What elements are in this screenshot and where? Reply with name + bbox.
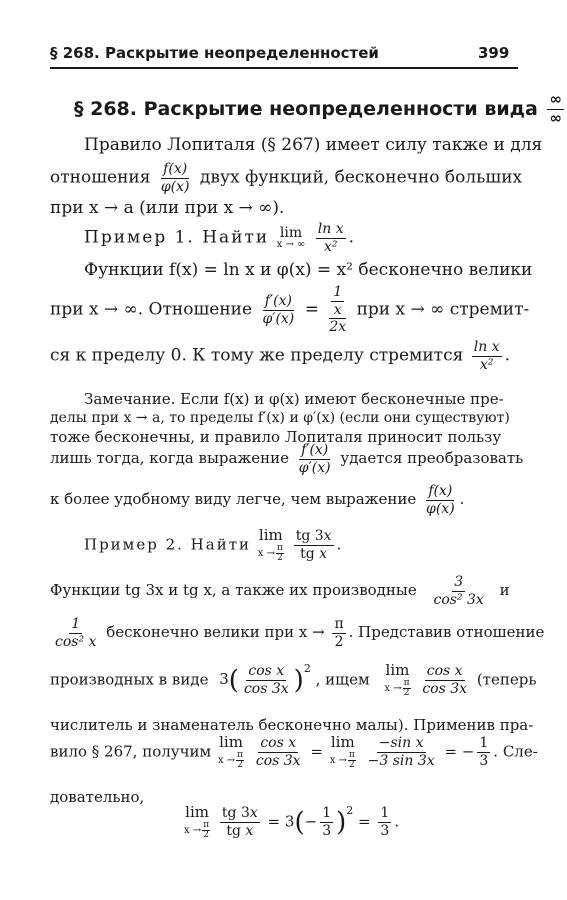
p3-line-2: $\frac{1}{\text{cos² x}}$ бесконечно велики при x → $\frac{\pi}{2}$ . Представив отношение — [55, 616, 545, 650]
example-1: Пример 1. Найти lim x → ∞ $\frac{\text{ln x}}{\text{x²}}$ . — [84, 221, 355, 255]
page-number: 399 — [478, 44, 510, 62]
p1-line-3: при x → a (или при x → ∞). — [50, 198, 285, 218]
remark-line-1: Замечание. Если f(x) и φ(x) имеют бесконечные пре- — [84, 390, 504, 408]
remark-line-4: лишь тогда, когда выражение $\frac{f'(x)}{\varphi'(x)}$ удается преобразовать — [50, 442, 524, 476]
header-rule — [50, 67, 518, 69]
final-formula: lim x → $\frac{\pi}{2}$ $\frac{tg 3x}{\text{tg x}}$ = 3(− $\frac{1}{3}$ )$^2$ = $\frac{1}{3}$ . — [184, 803, 400, 840]
remark-line-5: к более удобному виду легче, чем выражение $\frac{f(x)}{\varphi(x)}$ . — [50, 483, 465, 517]
p1-line-2: отношения $\frac{f(x)}{\varphi(x)}$ двух функций, бесконечно больших — [50, 161, 523, 195]
example-2: Пример 2. Найти lim x → $\frac{\pi}{2}$ $\frac{tg 3x}{\text{tg x}}$ . — [84, 526, 342, 563]
remark-line-3: тоже бесконечны, и правило Лопиталя приносит пользу — [50, 428, 502, 446]
p3-line-4: числитель и знаменатель бесконечно малы). Применив пра- — [50, 716, 534, 734]
p3-line-6: довательно, — [50, 788, 145, 806]
section-title-text: § 268. Раскрытие неопределенности вида — [74, 97, 538, 120]
p3-line-1: Функции tg 3x и tg x, а также их производные $\frac{3}{\text{cos² 3x}}$ и — [50, 574, 510, 608]
p3-line-5: вило § 267, получим lim x → $\frac{\pi}{2}$ $\frac{\text{cos x}}{\cos 3x}$ = lim x → $\frac{\pi}{2}$ $\frac{\text{−sin x}}{-3 \sin 3x}$ = − $\frac{1}{3}$ . Сле- — [50, 733, 538, 770]
p2-line-3: ся к пределу 0. К тому же пределу стремится $\frac{\text{ln x}}{\text{x²}}$ . — [50, 339, 510, 373]
p1-line-1: Правило Лопиталя (§ 267) имеет силу также и для — [84, 135, 543, 155]
remark-line-2: делы при x → a, то пределы f′(x) и φ′(x) (если они существуют) — [50, 410, 510, 426]
running-title: § 268. Раскрытие неопределенностей — [50, 44, 379, 62]
p2-line-1: Функции f(x) = ln x и φ(x) = x² бесконечно велики — [84, 260, 533, 280]
infinity-fraction: $\frac{\infty}{\infty}$ — [549, 90, 562, 127]
section-title — [74, 92, 567, 127]
p3-line-3: производных в виде 3( $\frac{\text{cos x}}{\cos 3x}$ )$^2$ , ищем lim x → $\frac{\pi}{2}$ $\frac{\text{cos x}}{\cos 3x}$ (теперь — [50, 661, 537, 698]
p2-line-2: при x → ∞. Отношение $\frac{f'(x)}{\varphi'(x)}$ = $\frac{\frac{1}{x}}{2x}$ при x → ∞ стремит- — [50, 284, 530, 336]
